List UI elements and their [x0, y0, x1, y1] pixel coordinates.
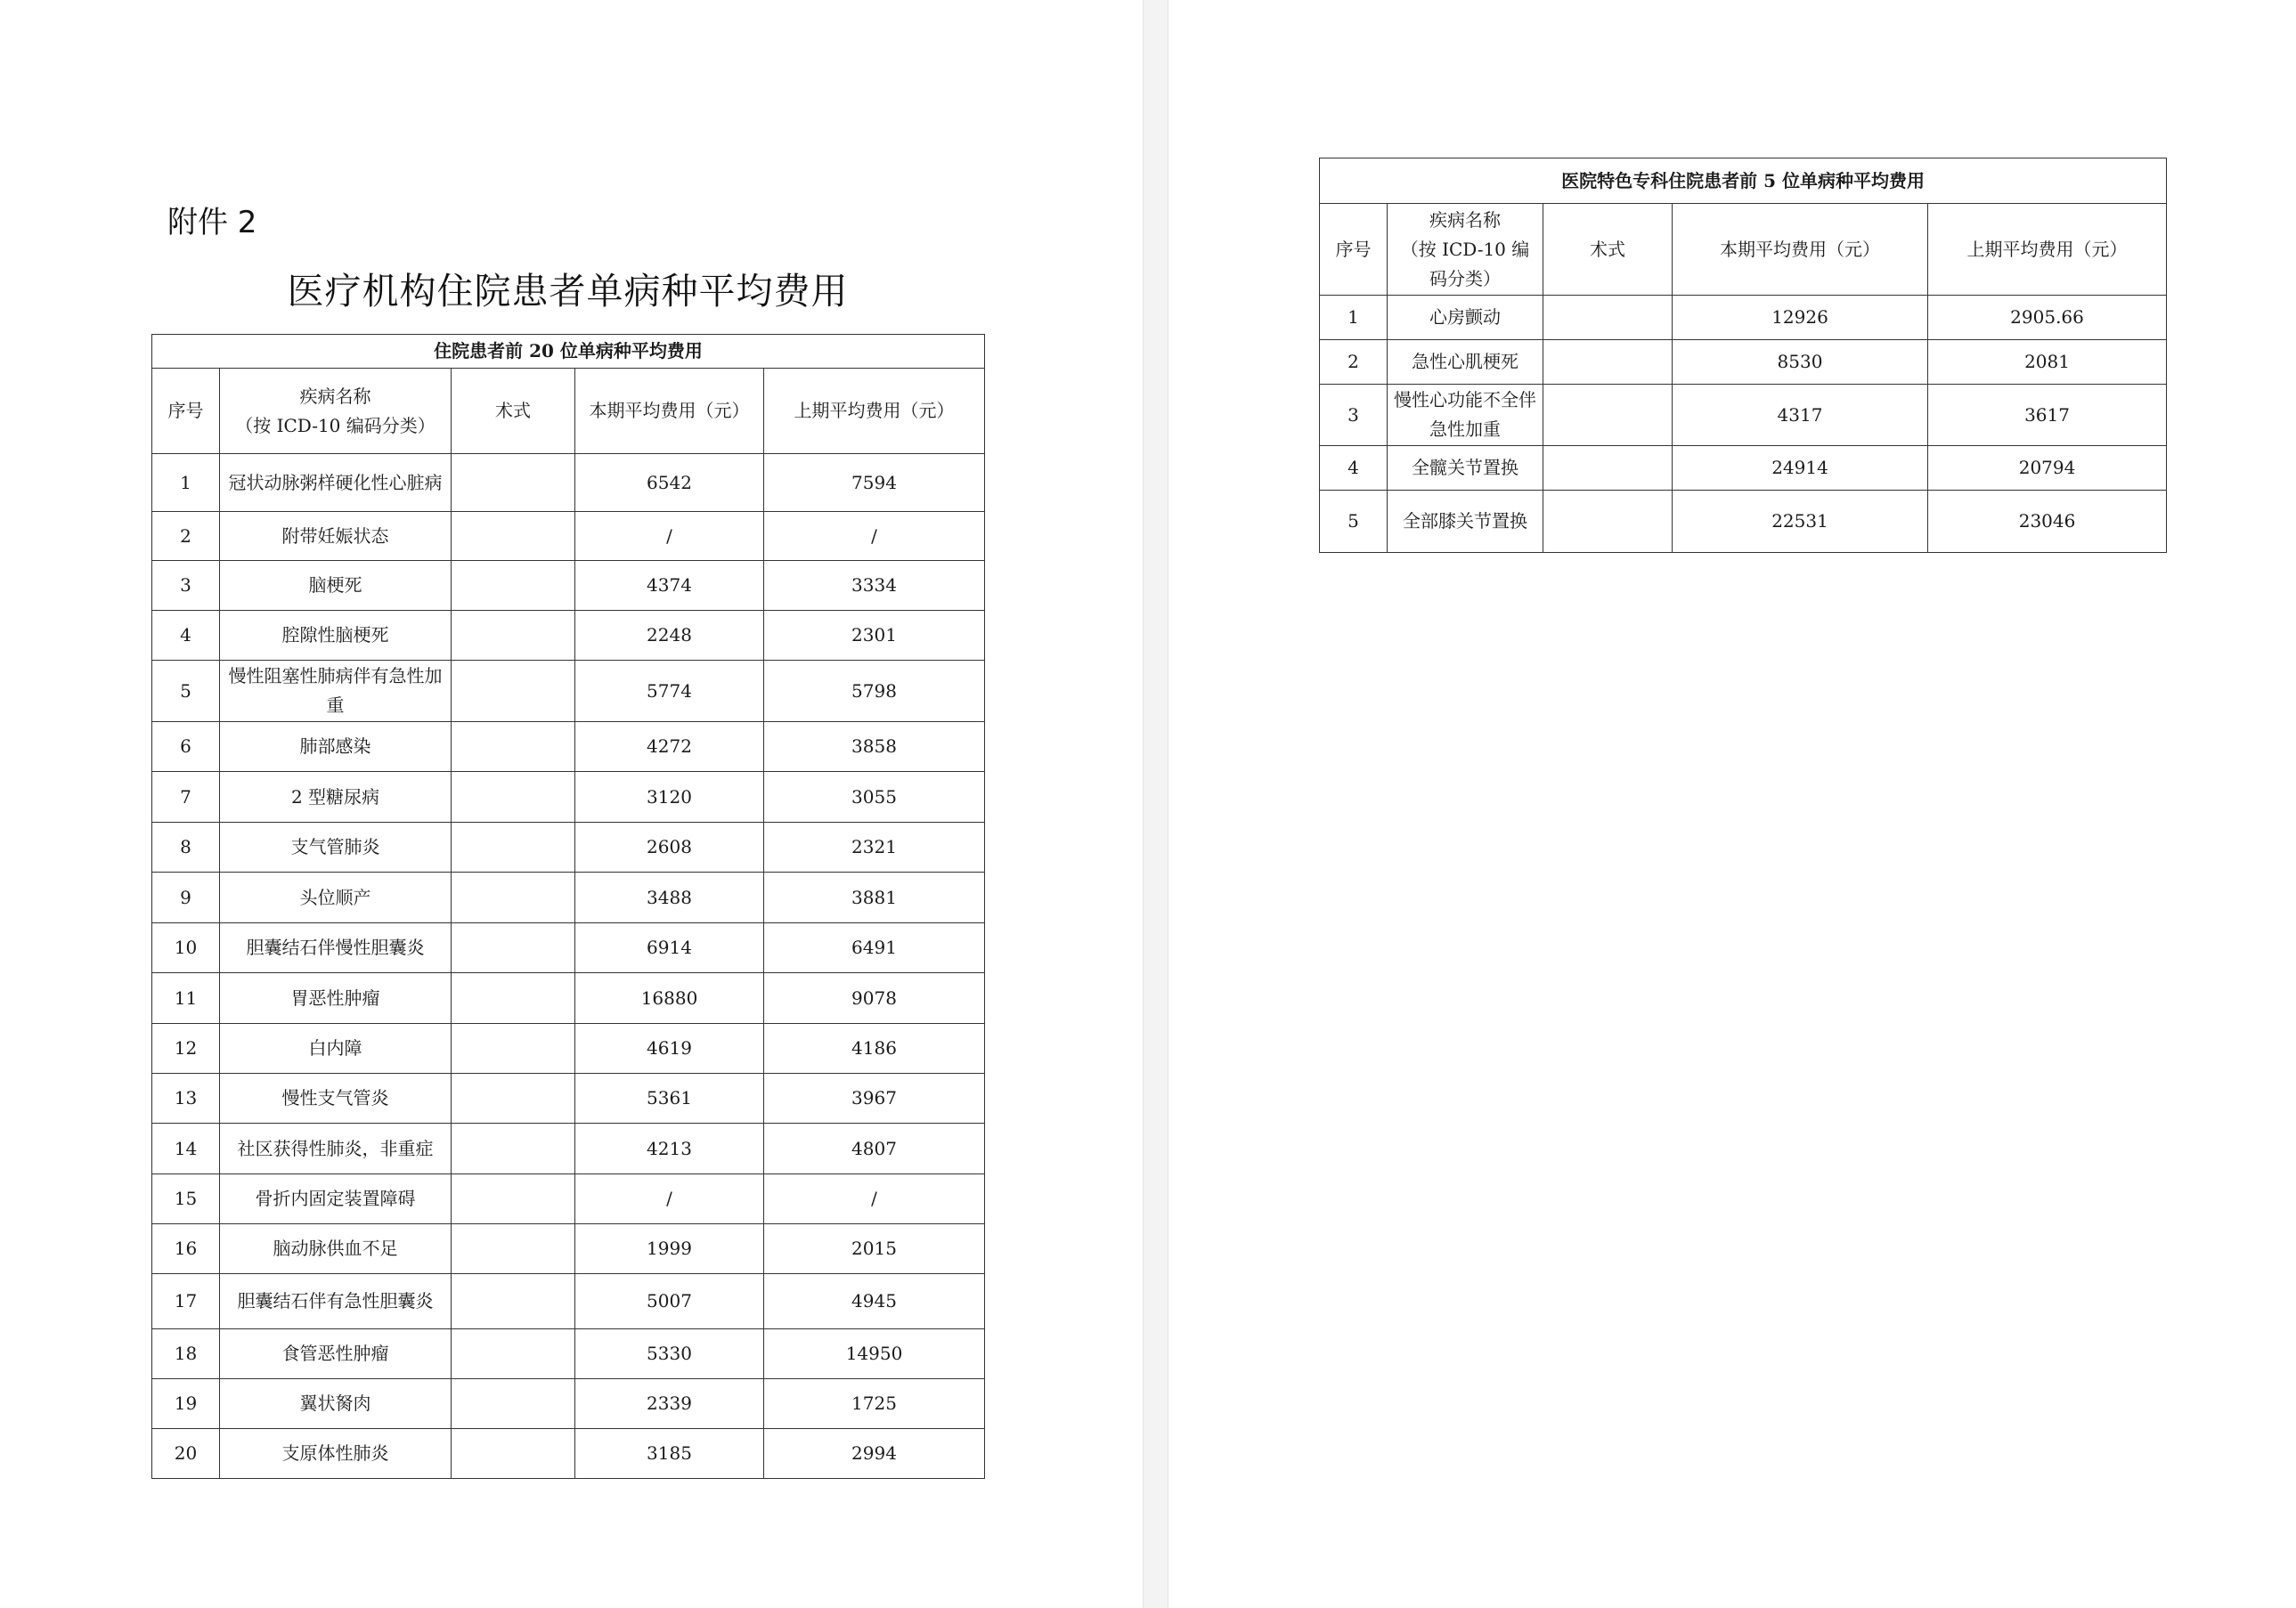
surgery-cell [452, 1224, 575, 1274]
table-row [152, 1124, 985, 1174]
row-number-cell: 5 [1320, 491, 1388, 553]
row-number-cell: 4 [1320, 446, 1388, 491]
row-number-cell: 2 [152, 512, 220, 561]
previous-cost-cell: 5798 [764, 661, 985, 722]
table-row [152, 973, 985, 1024]
current-cost-cell: 4619 [575, 1024, 764, 1074]
current-cost-cell: 16880 [575, 973, 764, 1024]
previous-cost-cell: 2301 [764, 611, 985, 661]
disease-name-cell: 支气管肺炎 [220, 823, 452, 873]
header-current-cost: 本期平均费用（元） [575, 369, 764, 454]
current-cost-cell: 22531 [1673, 491, 1928, 553]
surgery-cell [452, 611, 575, 661]
previous-cost-cell: 1725 [764, 1379, 985, 1429]
disease-name-cell: 心房颤动 [1388, 296, 1543, 340]
previous-cost-cell: 3055 [764, 772, 985, 823]
previous-cost-cell: 20794 [1928, 446, 2167, 491]
previous-cost-cell: 3334 [764, 561, 985, 611]
table-row [152, 923, 985, 973]
table-row [152, 722, 985, 772]
table-row [1320, 446, 2167, 491]
specialty-table-body [1320, 296, 2167, 553]
disease-name-cell: 支原体性肺炎 [220, 1429, 452, 1479]
header-no: 序号 [1320, 204, 1388, 296]
surgery-cell [452, 923, 575, 973]
row-number-cell: 12 [152, 1024, 220, 1074]
current-cost-cell: 4317 [1673, 385, 1928, 446]
top20-table-body [152, 454, 985, 1479]
table-row [1320, 491, 2167, 553]
table-row [152, 661, 985, 722]
row-number-cell: 3 [152, 561, 220, 611]
current-cost-cell: 4213 [575, 1124, 764, 1174]
previous-cost-cell: 4186 [764, 1024, 985, 1074]
table-row [152, 1329, 985, 1379]
current-cost-cell: / [575, 1174, 764, 1224]
table-row [152, 454, 985, 512]
current-cost-cell: 5361 [575, 1074, 764, 1124]
header-no: 序号 [152, 369, 220, 454]
row-number-cell: 3 [1320, 385, 1388, 446]
table-row [152, 1379, 985, 1429]
disease-name-cell: 头位顺产 [220, 873, 452, 923]
current-cost-cell: 1999 [575, 1224, 764, 1274]
disease-name-cell: 胆囊结石伴慢性胆囊炎 [220, 923, 452, 973]
previous-cost-cell: / [764, 512, 985, 561]
disease-name-cell: 全部膝关节置换 [1388, 491, 1543, 553]
row-number-cell: 18 [152, 1329, 220, 1379]
header-disease-line2: （按 ICD-10 编码分类） [235, 414, 436, 436]
disease-name-cell: 社区获得性肺炎，非重症 [220, 1124, 452, 1174]
header-previous-cost: 上期平均费用（元） [764, 369, 985, 454]
disease-name-cell: 骨折内固定装置障碍 [220, 1174, 452, 1224]
header-previous-cost: 上期平均费用（元） [1928, 204, 2167, 296]
disease-name-cell: 肺部感染 [220, 722, 452, 772]
surgery-cell [452, 661, 575, 722]
disease-name-cell: 2 型糖尿病 [220, 772, 452, 823]
surgery-cell [1543, 491, 1673, 553]
header-disease-line1: 疾病名称 [1429, 208, 1501, 231]
surgery-cell [452, 722, 575, 772]
row-number-cell: 19 [152, 1379, 220, 1429]
header-current-cost: 本期平均费用（元） [1673, 204, 1928, 296]
attachment-label: 附件 2 [167, 205, 257, 240]
previous-cost-cell: 2905.66 [1928, 296, 2167, 340]
previous-cost-cell: 3967 [764, 1074, 985, 1124]
current-cost-cell: / [575, 512, 764, 561]
table-row [152, 873, 985, 923]
current-cost-cell: 2248 [575, 611, 764, 661]
current-cost-cell: 24914 [1673, 446, 1928, 491]
header-disease [1388, 204, 1543, 296]
previous-cost-cell: 2081 [1928, 340, 2167, 385]
surgery-cell [452, 973, 575, 1024]
surgery-cell [452, 561, 575, 611]
surgery-cell [452, 454, 575, 512]
previous-cost-cell: 6491 [764, 923, 985, 973]
table-row [152, 1024, 985, 1074]
surgery-cell [1543, 385, 1673, 446]
previous-cost-cell: 4945 [764, 1274, 985, 1329]
document-title: 医疗机构住院患者单病种平均费用 [287, 270, 849, 313]
current-cost-cell: 5007 [575, 1274, 764, 1329]
previous-cost-cell: / [764, 1174, 985, 1224]
disease-name-cell: 附带妊娠状态 [220, 512, 452, 561]
row-number-cell: 16 [152, 1224, 220, 1274]
disease-name-cell: 脑梗死 [220, 561, 452, 611]
current-cost-cell: 8530 [1673, 340, 1928, 385]
surgery-cell [452, 1274, 575, 1329]
surgery-cell [452, 823, 575, 873]
disease-name-cell: 全髋关节置换 [1388, 446, 1543, 491]
current-cost-cell: 4272 [575, 722, 764, 772]
surgery-cell [452, 1379, 575, 1429]
surgery-cell [452, 512, 575, 561]
row-number-cell: 6 [152, 722, 220, 772]
surgery-cell [1543, 446, 1673, 491]
surgery-cell [1543, 340, 1673, 385]
top20-cost-table [151, 334, 985, 1479]
disease-name-cell: 慢性阻塞性肺病伴有急性加重 [220, 661, 452, 722]
previous-cost-cell: 4807 [764, 1124, 985, 1174]
previous-cost-cell: 23046 [1928, 491, 2167, 553]
row-number-cell: 15 [152, 1174, 220, 1224]
row-number-cell: 2 [1320, 340, 1388, 385]
table-row [152, 1274, 985, 1329]
specialty-top5-cost-table [1319, 158, 2167, 553]
row-number-cell: 13 [152, 1074, 220, 1124]
current-cost-cell: 2339 [575, 1379, 764, 1429]
previous-cost-cell: 3617 [1928, 385, 2167, 446]
row-number-cell: 1 [1320, 296, 1388, 340]
row-number-cell: 14 [152, 1124, 220, 1174]
current-cost-cell: 6914 [575, 923, 764, 973]
row-number-cell: 11 [152, 973, 220, 1024]
table-row [1320, 385, 2167, 446]
table-row [152, 1074, 985, 1124]
previous-cost-cell: 7594 [764, 454, 985, 512]
current-cost-cell: 6542 [575, 454, 764, 512]
table-row [152, 611, 985, 661]
table-row [1320, 340, 2167, 385]
current-cost-cell: 3185 [575, 1429, 764, 1479]
current-cost-cell: 12926 [1673, 296, 1928, 340]
surgery-cell [1543, 296, 1673, 340]
surgery-cell [452, 1074, 575, 1124]
surgery-cell [452, 873, 575, 923]
disease-name-cell: 白内障 [220, 1024, 452, 1074]
surgery-cell [452, 1024, 575, 1074]
table-row [152, 1174, 985, 1224]
header-disease [220, 369, 452, 454]
disease-name-cell: 食管恶性肿瘤 [220, 1329, 452, 1379]
previous-cost-cell: 2015 [764, 1224, 985, 1274]
disease-name-cell: 腔隙性脑梗死 [220, 611, 452, 661]
disease-name-cell: 胃恶性肿瘤 [220, 973, 452, 1024]
row-number-cell: 9 [152, 873, 220, 923]
table-row [152, 561, 985, 611]
disease-name-cell: 慢性心功能不全伴急性加重 [1388, 385, 1543, 446]
current-cost-cell: 2608 [575, 823, 764, 873]
current-cost-cell: 3488 [575, 873, 764, 923]
previous-cost-cell: 2321 [764, 823, 985, 873]
surgery-cell [452, 1329, 575, 1379]
disease-name-cell: 脑动脉供血不足 [220, 1224, 452, 1274]
row-number-cell: 10 [152, 923, 220, 973]
previous-cost-cell: 14950 [764, 1329, 985, 1379]
row-number-cell: 5 [152, 661, 220, 722]
surgery-cell [452, 772, 575, 823]
current-cost-cell: 5774 [575, 661, 764, 722]
previous-cost-cell: 2994 [764, 1429, 985, 1479]
row-number-cell: 1 [152, 454, 220, 512]
table-row [152, 512, 985, 561]
current-cost-cell: 4374 [575, 561, 764, 611]
disease-name-cell: 冠状动脉粥样硬化性心脏病 [220, 454, 452, 512]
previous-cost-cell: 3881 [764, 873, 985, 923]
table-row [1320, 296, 2167, 340]
header-surgery: 术式 [452, 369, 575, 454]
row-number-cell: 17 [152, 1274, 220, 1329]
disease-name-cell: 胆囊结石伴有急性胆囊炎 [220, 1274, 452, 1329]
disease-name-cell: 翼状胬肉 [220, 1379, 452, 1429]
table-caption: 医院特色专科住院患者前 5 位单病种平均费用 [1320, 158, 2167, 204]
header-surgery: 术式 [1543, 204, 1673, 296]
header-disease-line2: （按 ICD-10 编 [1400, 238, 1530, 260]
row-number-cell: 7 [152, 772, 220, 823]
surgery-cell [452, 1174, 575, 1224]
previous-cost-cell: 3858 [764, 722, 985, 772]
table-row [152, 823, 985, 873]
row-number-cell: 4 [152, 611, 220, 661]
disease-name-cell: 急性心肌梗死 [1388, 340, 1543, 385]
table-caption: 住院患者前 20 位单病种平均费用 [152, 335, 985, 369]
current-cost-cell: 5330 [575, 1329, 764, 1379]
table-row [152, 1224, 985, 1274]
table-row [152, 1429, 985, 1479]
current-cost-cell: 3120 [575, 772, 764, 823]
page-gutter [1143, 0, 1168, 1608]
table-row [152, 772, 985, 823]
surgery-cell [452, 1429, 575, 1479]
header-disease-line1: 疾病名称 [299, 385, 371, 407]
previous-cost-cell: 9078 [764, 973, 985, 1024]
header-disease-line3: 码分类） [1429, 267, 1501, 289]
row-number-cell: 20 [152, 1429, 220, 1479]
surgery-cell [452, 1124, 575, 1174]
disease-name-cell: 慢性支气管炎 [220, 1074, 452, 1124]
row-number-cell: 8 [152, 823, 220, 873]
